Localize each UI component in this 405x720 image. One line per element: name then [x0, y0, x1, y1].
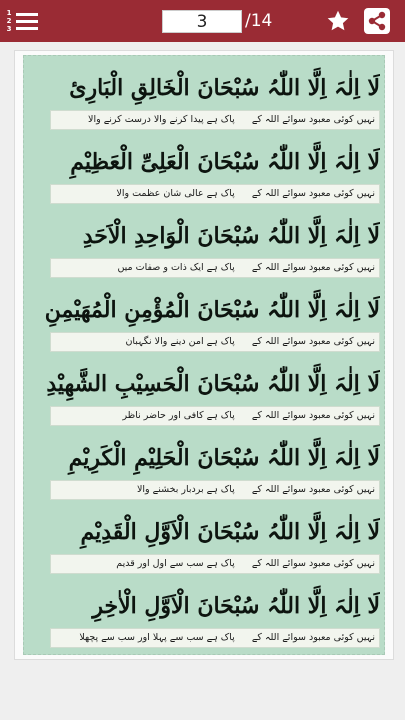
- calligraphy-line: لَا اِلٰہَ اِلَّا اللّٰہُ سُبْحَانَ الْخَالِقِ الْبَارِیٔ: [69, 75, 380, 101]
- meaning-line: نہیں کوئی معبود سوائے اللہ کے پاک ہے پیدا کرنے والا درست کرنے والا: [50, 110, 380, 130]
- meaning-line: نہیں کوئی معبود سوائے اللہ کے پاک ہے کافی اور حاضر ناظر: [50, 406, 380, 426]
- calligraphy-line: لَا اِلٰہَ اِلَّا اللّٰہُ سُبْحَانَ الْعَلِیِّ الْعَظِیْمِ: [70, 149, 380, 175]
- book-page[interactable]: [14, 50, 394, 660]
- list-icon: [16, 9, 38, 34]
- meaning-line: نہیں کوئی معبود سوائے اللہ کے پاک ہے سب سے پہلا اور سب سے پچھلا: [50, 628, 380, 648]
- bookmark-star-button[interactable]: [326, 9, 350, 33]
- meaning-line: نہیں کوئی معبود سوائے اللہ کے پاک ہے عالی شان عظمت والا: [50, 184, 380, 204]
- calligraphy-line: لَا اِلٰہَ اِلَّا اللّٰہُ سُبْحَانَ الْمُؤْمِنِ الْمُهَيْمِنِ: [44, 297, 380, 323]
- list-item: [24, 580, 386, 652]
- calligraphy-line: لَا اِلٰہَ اِلَّا اللّٰہُ سُبْحَانَ الْوَاحِدِ الْاَحَدِ: [82, 223, 380, 249]
- meaning-line: نہیں کوئی معبود سوائے اللہ کے پاک ہے ایک ذات و صفات میں: [50, 258, 380, 278]
- meaning-line: نہیں کوئی معبود سوائے اللہ کے پاک ہے امن دینے والا نگہبان: [50, 332, 380, 352]
- calligraphy-line: لَا اِلٰہَ اِلَّا اللّٰہُ سُبْحَانَ الْحَلِيْمِ الْكَرِيْمِ: [68, 445, 380, 471]
- calligraphy-line: لَا اِلٰہَ اِلَّا اللّٰہُ سُبْحَانَ الْاَوَّلِ الْاٰخِرِ: [92, 593, 380, 619]
- total-pages-label: /14: [245, 11, 273, 31]
- meaning-line: نہیں کوئی معبود سوائے اللہ کے پاک ہے بردبار بخشنے والا: [50, 480, 380, 500]
- list-item: [24, 136, 386, 208]
- page-number-input[interactable]: [162, 10, 242, 33]
- list-item: [24, 358, 386, 430]
- calligraphy-line: لَا اِلٰہَ اِلَّا اللّٰہُ سُبْحَانَ الْاَوَّلِ الْقَدِيْمِ: [80, 519, 380, 545]
- list-item: [24, 284, 386, 356]
- star-icon: [326, 9, 350, 33]
- share-icon: [364, 8, 390, 34]
- calligraphy-line: لَا اِلٰہَ اِلَّا اللّٰہُ سُبْحَانَ الْحَسِيْبِ الشَّهِيْدِ: [46, 371, 380, 397]
- toc-numbers: 1 2 3: [6, 9, 12, 33]
- scanned-page-image: [23, 55, 385, 655]
- list-item: [24, 210, 386, 282]
- list-item: [24, 432, 386, 504]
- top-toolbar: [0, 0, 405, 42]
- table-of-contents-button[interactable]: [4, 5, 44, 37]
- list-item: [24, 506, 386, 578]
- list-item: [24, 62, 386, 134]
- meaning-line: نہیں کوئی معبود سوائے اللہ کے پاک ہے سب سے اول اور قدیم: [50, 554, 380, 574]
- share-button[interactable]: [364, 8, 390, 34]
